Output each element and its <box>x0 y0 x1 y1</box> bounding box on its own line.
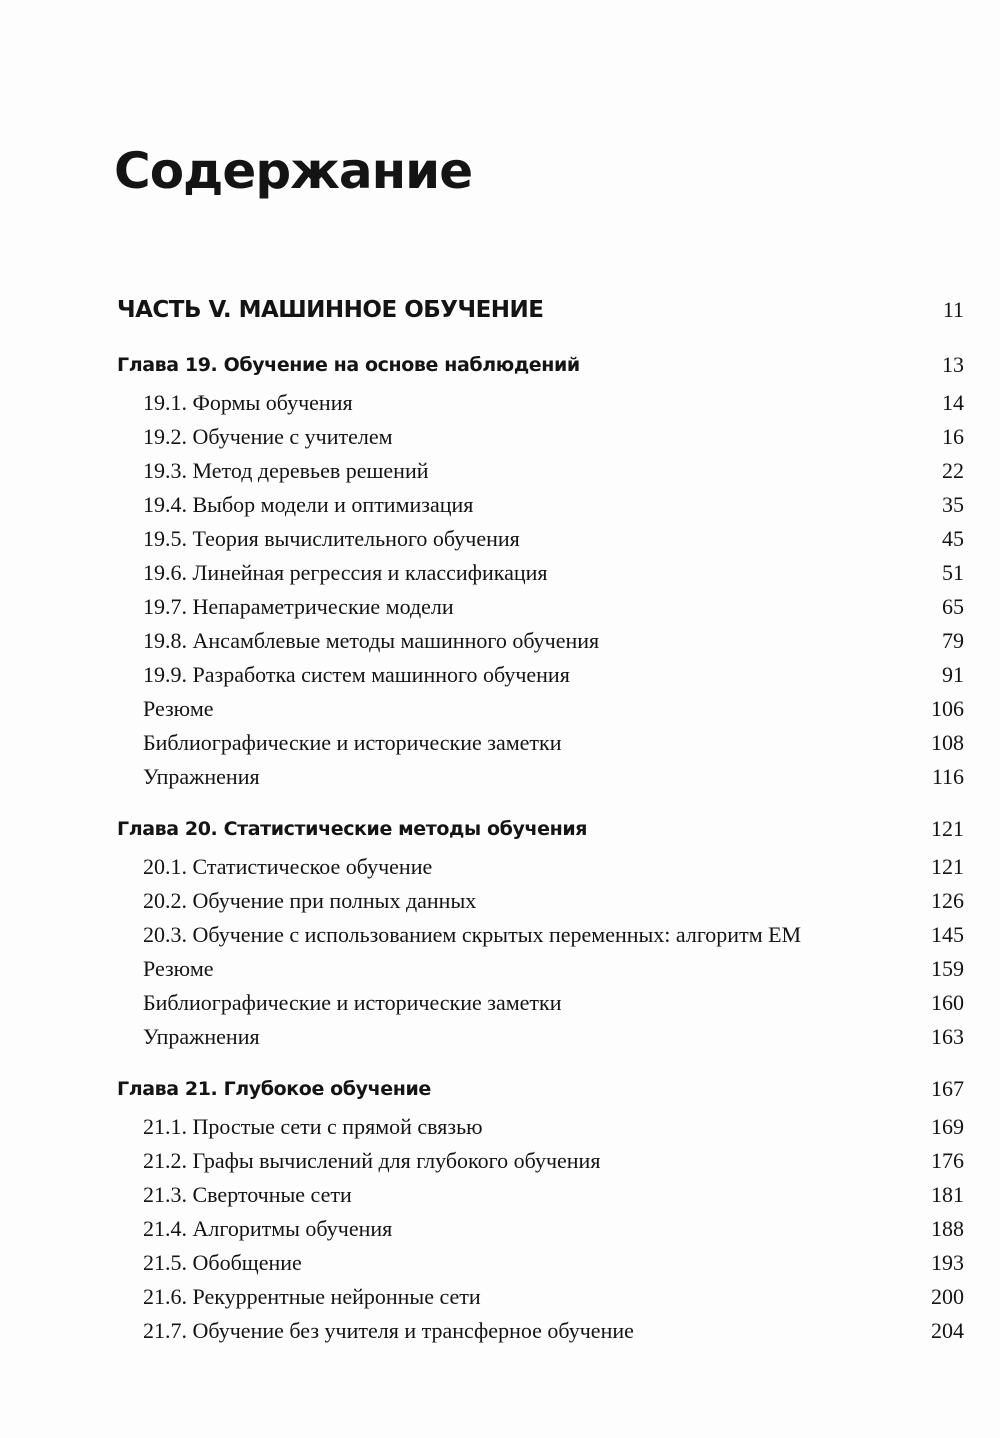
section-title: 19.8. Ансамблевые методы машинного обучения <box>143 628 600 653</box>
page-number: 45 <box>942 526 964 551</box>
toc-section-entry[interactable] <box>0 884 1000 918</box>
section-title: 19.4. Выбор модели и оптимизация <box>143 492 474 517</box>
page-number: 22 <box>942 458 964 483</box>
page-number: 51 <box>942 560 964 585</box>
page-number: 116 <box>931 764 964 789</box>
toc-section-entry[interactable] <box>0 420 1000 454</box>
toc-chapter-entry[interactable] <box>0 812 1000 846</box>
page-number: 167 <box>931 1076 964 1101</box>
toc-section-entry[interactable] <box>0 1020 1000 1054</box>
section-title: Библиографические и исторические заметки <box>143 990 562 1015</box>
page-number: 91 <box>942 662 964 687</box>
page-number: 65 <box>942 594 964 619</box>
toc-section-entry[interactable] <box>0 726 1000 760</box>
section-title: 20.1. Статистическое обучение <box>143 854 433 879</box>
section-title: 21.6. Рекуррентные нейронные сети <box>143 1284 481 1309</box>
page-number: 35 <box>942 492 964 517</box>
toc-section-entry[interactable] <box>0 918 1000 952</box>
section-title: 21.2. Графы вычислений для глубокого обучения <box>143 1148 601 1173</box>
section-title: 19.3. Метод деревьев решений <box>143 458 429 483</box>
section-title: 20.3. Обучение с использованием скрытых переменных: алгоритм EM <box>143 922 802 947</box>
section-title: 19.6. Линейная регрессия и классификация <box>143 560 548 585</box>
section-title: Библиографические и исторические заметки <box>143 730 562 755</box>
section-title: 19.5. Теория вычислительного обучения <box>143 526 520 551</box>
toc-section-entry[interactable] <box>0 952 1000 986</box>
section-title: 21.4. Алгоритмы обучения <box>143 1216 393 1241</box>
page-number: 108 <box>931 730 964 755</box>
toc-section-entry[interactable] <box>0 556 1000 590</box>
page-number: 126 <box>931 888 964 913</box>
toc-section-entry[interactable] <box>0 386 1000 420</box>
page-number: 200 <box>931 1284 964 1309</box>
toc-section-entry[interactable] <box>0 1280 1000 1314</box>
toc-section-entry[interactable] <box>0 1314 1000 1348</box>
page-number: 145 <box>931 922 964 947</box>
section-title: Упражнения <box>143 764 260 789</box>
toc-section-entry[interactable] <box>0 488 1000 522</box>
toc-section-entry[interactable] <box>0 1246 1000 1280</box>
page-number: 181 <box>931 1182 964 1207</box>
page-number: 204 <box>931 1318 964 1343</box>
toc-section-entry[interactable] <box>0 658 1000 692</box>
page-number: 193 <box>931 1250 964 1275</box>
page-number: 188 <box>931 1216 964 1241</box>
section-title: Резюме <box>143 696 214 721</box>
page-number: 106 <box>931 696 964 721</box>
page-title: Содержание <box>114 142 473 200</box>
section-title: 19.9. Разработка систем машинного обучения <box>143 662 570 687</box>
page-number: 121 <box>931 854 964 879</box>
section-title: 19.2. Обучение с учителем <box>143 424 393 449</box>
section-title: 21.1. Простые сети с прямой связью <box>143 1114 483 1139</box>
toc-chapter-entry[interactable] <box>0 348 1000 382</box>
chapter-title: Глава 20. Статистические методы обучения <box>117 818 588 840</box>
toc-part-entry[interactable] <box>0 292 1000 328</box>
toc-section-entry[interactable] <box>0 760 1000 794</box>
page-number: 159 <box>931 956 964 981</box>
toc-chapter-entry[interactable] <box>0 1072 1000 1106</box>
page-number: 11 <box>942 297 964 322</box>
chapter-title: Глава 21. Глубокое обучение <box>117 1078 431 1100</box>
page-number: 169 <box>931 1114 964 1139</box>
section-title: 21.3. Сверточные сети <box>143 1182 352 1207</box>
toc-section-entry[interactable] <box>0 624 1000 658</box>
toc-section-entry[interactable] <box>0 986 1000 1020</box>
section-title: 21.5. Обобщение <box>143 1250 302 1275</box>
section-title: 19.1. Формы обучения <box>143 390 353 415</box>
part-title: ЧАСТЬ V. МАШИННОЕ ОБУЧЕНИЕ <box>117 297 544 323</box>
toc-section-entry[interactable] <box>0 692 1000 726</box>
toc-section-entry[interactable] <box>0 850 1000 884</box>
page-number: 13 <box>942 352 964 377</box>
toc-section-entry[interactable] <box>0 1144 1000 1178</box>
toc-section-entry[interactable] <box>0 1212 1000 1246</box>
table-of-contents <box>0 292 1000 1348</box>
page-number: 163 <box>931 1024 964 1049</box>
page-number: 121 <box>931 816 964 841</box>
toc-section-entry[interactable] <box>0 590 1000 624</box>
page-number: 79 <box>942 628 964 653</box>
section-title: Резюме <box>143 956 214 981</box>
toc-section-entry[interactable] <box>0 1110 1000 1144</box>
page-number: 14 <box>942 390 964 415</box>
section-title: 20.2. Обучение при полных данных <box>143 888 477 913</box>
page-number: 176 <box>931 1148 964 1173</box>
section-title: 19.7. Непараметрические модели <box>143 594 454 619</box>
page-number: 160 <box>931 990 964 1015</box>
toc-section-entry[interactable] <box>0 454 1000 488</box>
section-title: Упражнения <box>143 1024 260 1049</box>
toc-section-entry[interactable] <box>0 522 1000 556</box>
chapter-title: Глава 19. Обучение на основе наблюдений <box>117 354 580 376</box>
toc-section-entry[interactable] <box>0 1178 1000 1212</box>
section-title: 21.7. Обучение без учителя и трансферное обучение <box>143 1318 634 1343</box>
page-number: 16 <box>942 424 964 449</box>
